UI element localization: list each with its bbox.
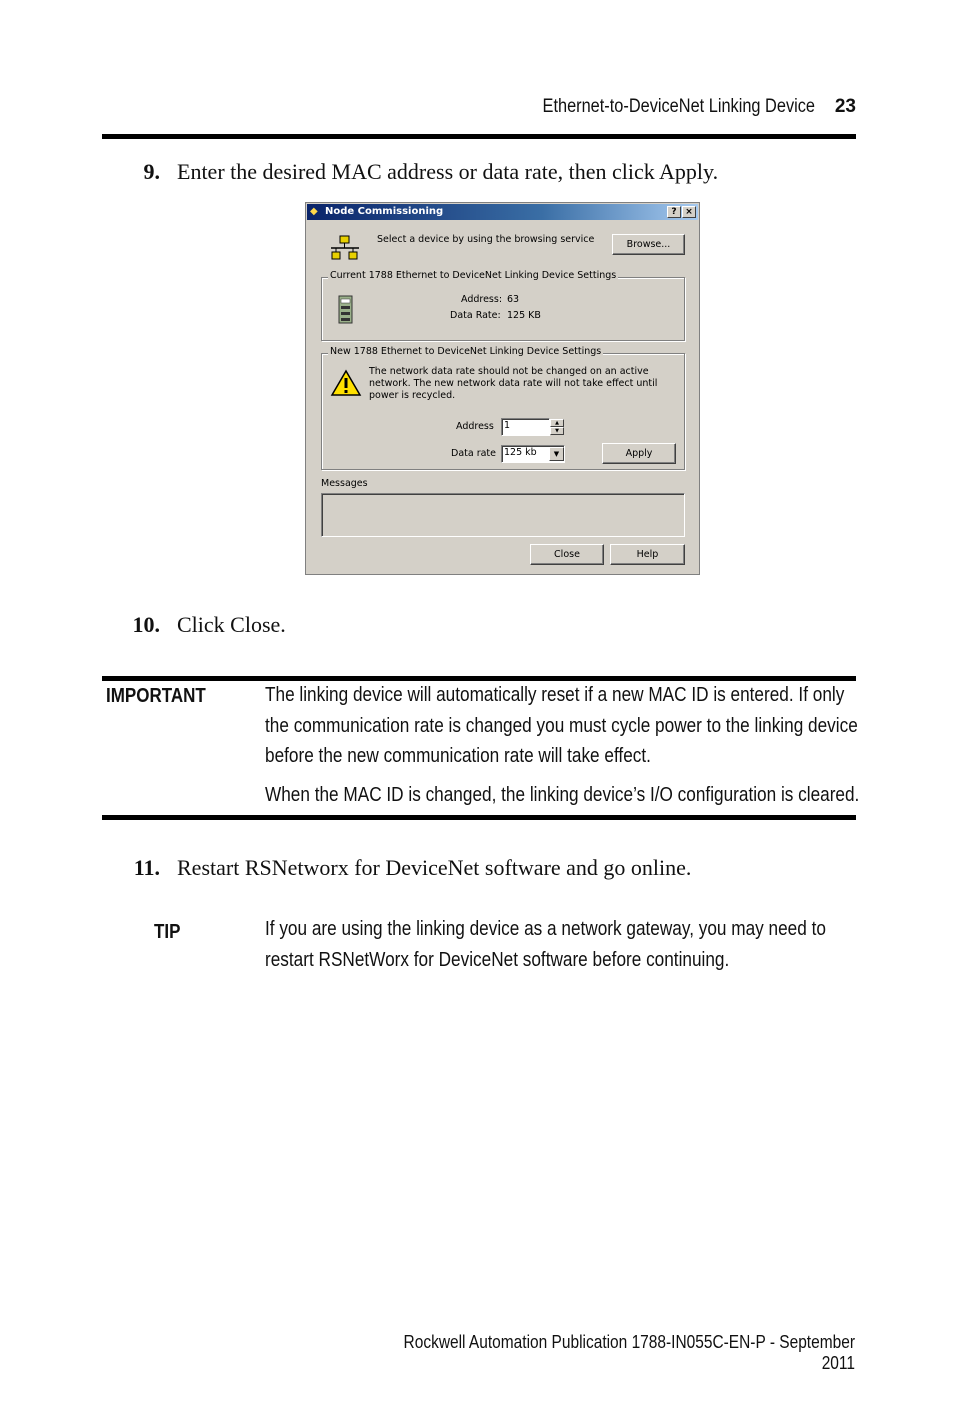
page-number: 23 [834, 96, 856, 117]
current-rate-value: 125 KB [507, 310, 541, 321]
help-title-button[interactable]: ? [667, 206, 681, 218]
current-rate-label: Data Rate: [450, 310, 501, 321]
step-10-number: 10. [132, 612, 160, 637]
browse-button[interactable]: Browse... [612, 234, 685, 255]
browse-prompt: Select a device by using the browsing service [377, 234, 595, 245]
new-settings-title: New 1788 Ethernet to DeviceNet Linking Device Settings [330, 346, 602, 357]
current-settings-title: Current 1788 Ethernet to DeviceNet Linking Device Settings [330, 270, 617, 281]
important-para-1: The linking device will automatically reset if a new MAC ID is entered. If only the communication rate is changed you must cycle power to the linking device before the new communication rate will take effect. [265, 684, 858, 767]
network-icon [330, 235, 360, 261]
linking-device-icon [336, 295, 356, 325]
current-settings-group [321, 277, 685, 341]
important-bottom-rule [102, 815, 856, 820]
important-para-2: When the MAC ID is changed, the linking device’s I/O configuration is cleared. [265, 784, 860, 806]
messages-label: Messages [321, 478, 368, 489]
dialog-titlebar[interactable] [307, 204, 698, 220]
step-9-text: Enter the desired MAC address or data rate, then click Apply. [177, 159, 719, 184]
step-11-text: Restart RSNetworx for DeviceNet software and go online. [177, 855, 692, 880]
address-spin-down[interactable]: ▼ [550, 427, 564, 435]
header-rule [102, 134, 856, 139]
important-label: IMPORTANT [106, 685, 206, 707]
current-address-label: Address: [461, 294, 503, 305]
messages-box [321, 493, 685, 537]
tip-label: TIP [154, 921, 181, 943]
node-commissioning-dialog [305, 202, 700, 575]
address-spin-up[interactable]: ▲ [550, 419, 564, 427]
footer-publication: Rockwell Automation Publication 1788-IN055C-EN-P - September 2011 [403, 1332, 855, 1373]
data-rate-label: Data rate [451, 448, 496, 459]
apply-button[interactable]: Apply [602, 443, 676, 464]
close-button[interactable]: Close [530, 544, 604, 565]
address-label: Address [456, 421, 494, 432]
running-head: Ethernet-to-DeviceNet Linking Device [542, 96, 815, 117]
warning-text: The network data rate should not be changed on an active network. The new network data rate will not take effect until power is recycled. [369, 366, 658, 401]
close-title-button[interactable]: × [682, 206, 696, 218]
step-9-number: 9. [143, 159, 160, 184]
address-input[interactable]: 1 [501, 418, 550, 436]
app-icon: ◆ [310, 206, 318, 217]
tip-text: If you are using the linking device as a network gateway, you may need to restart RSNetWorx for DeviceNet software before continuing. [265, 918, 826, 971]
chevron-down-icon[interactable]: ▼ [549, 447, 564, 461]
step-11-number: 11. [133, 855, 160, 880]
step-10-text: Click Close. [177, 612, 286, 637]
help-button[interactable]: Help [610, 544, 685, 565]
dialog-title: Node Commissioning [325, 206, 444, 217]
warning-icon [330, 369, 362, 397]
data-rate-select[interactable]: 125 kb [501, 445, 565, 463]
current-address-value: 63 [507, 294, 520, 305]
